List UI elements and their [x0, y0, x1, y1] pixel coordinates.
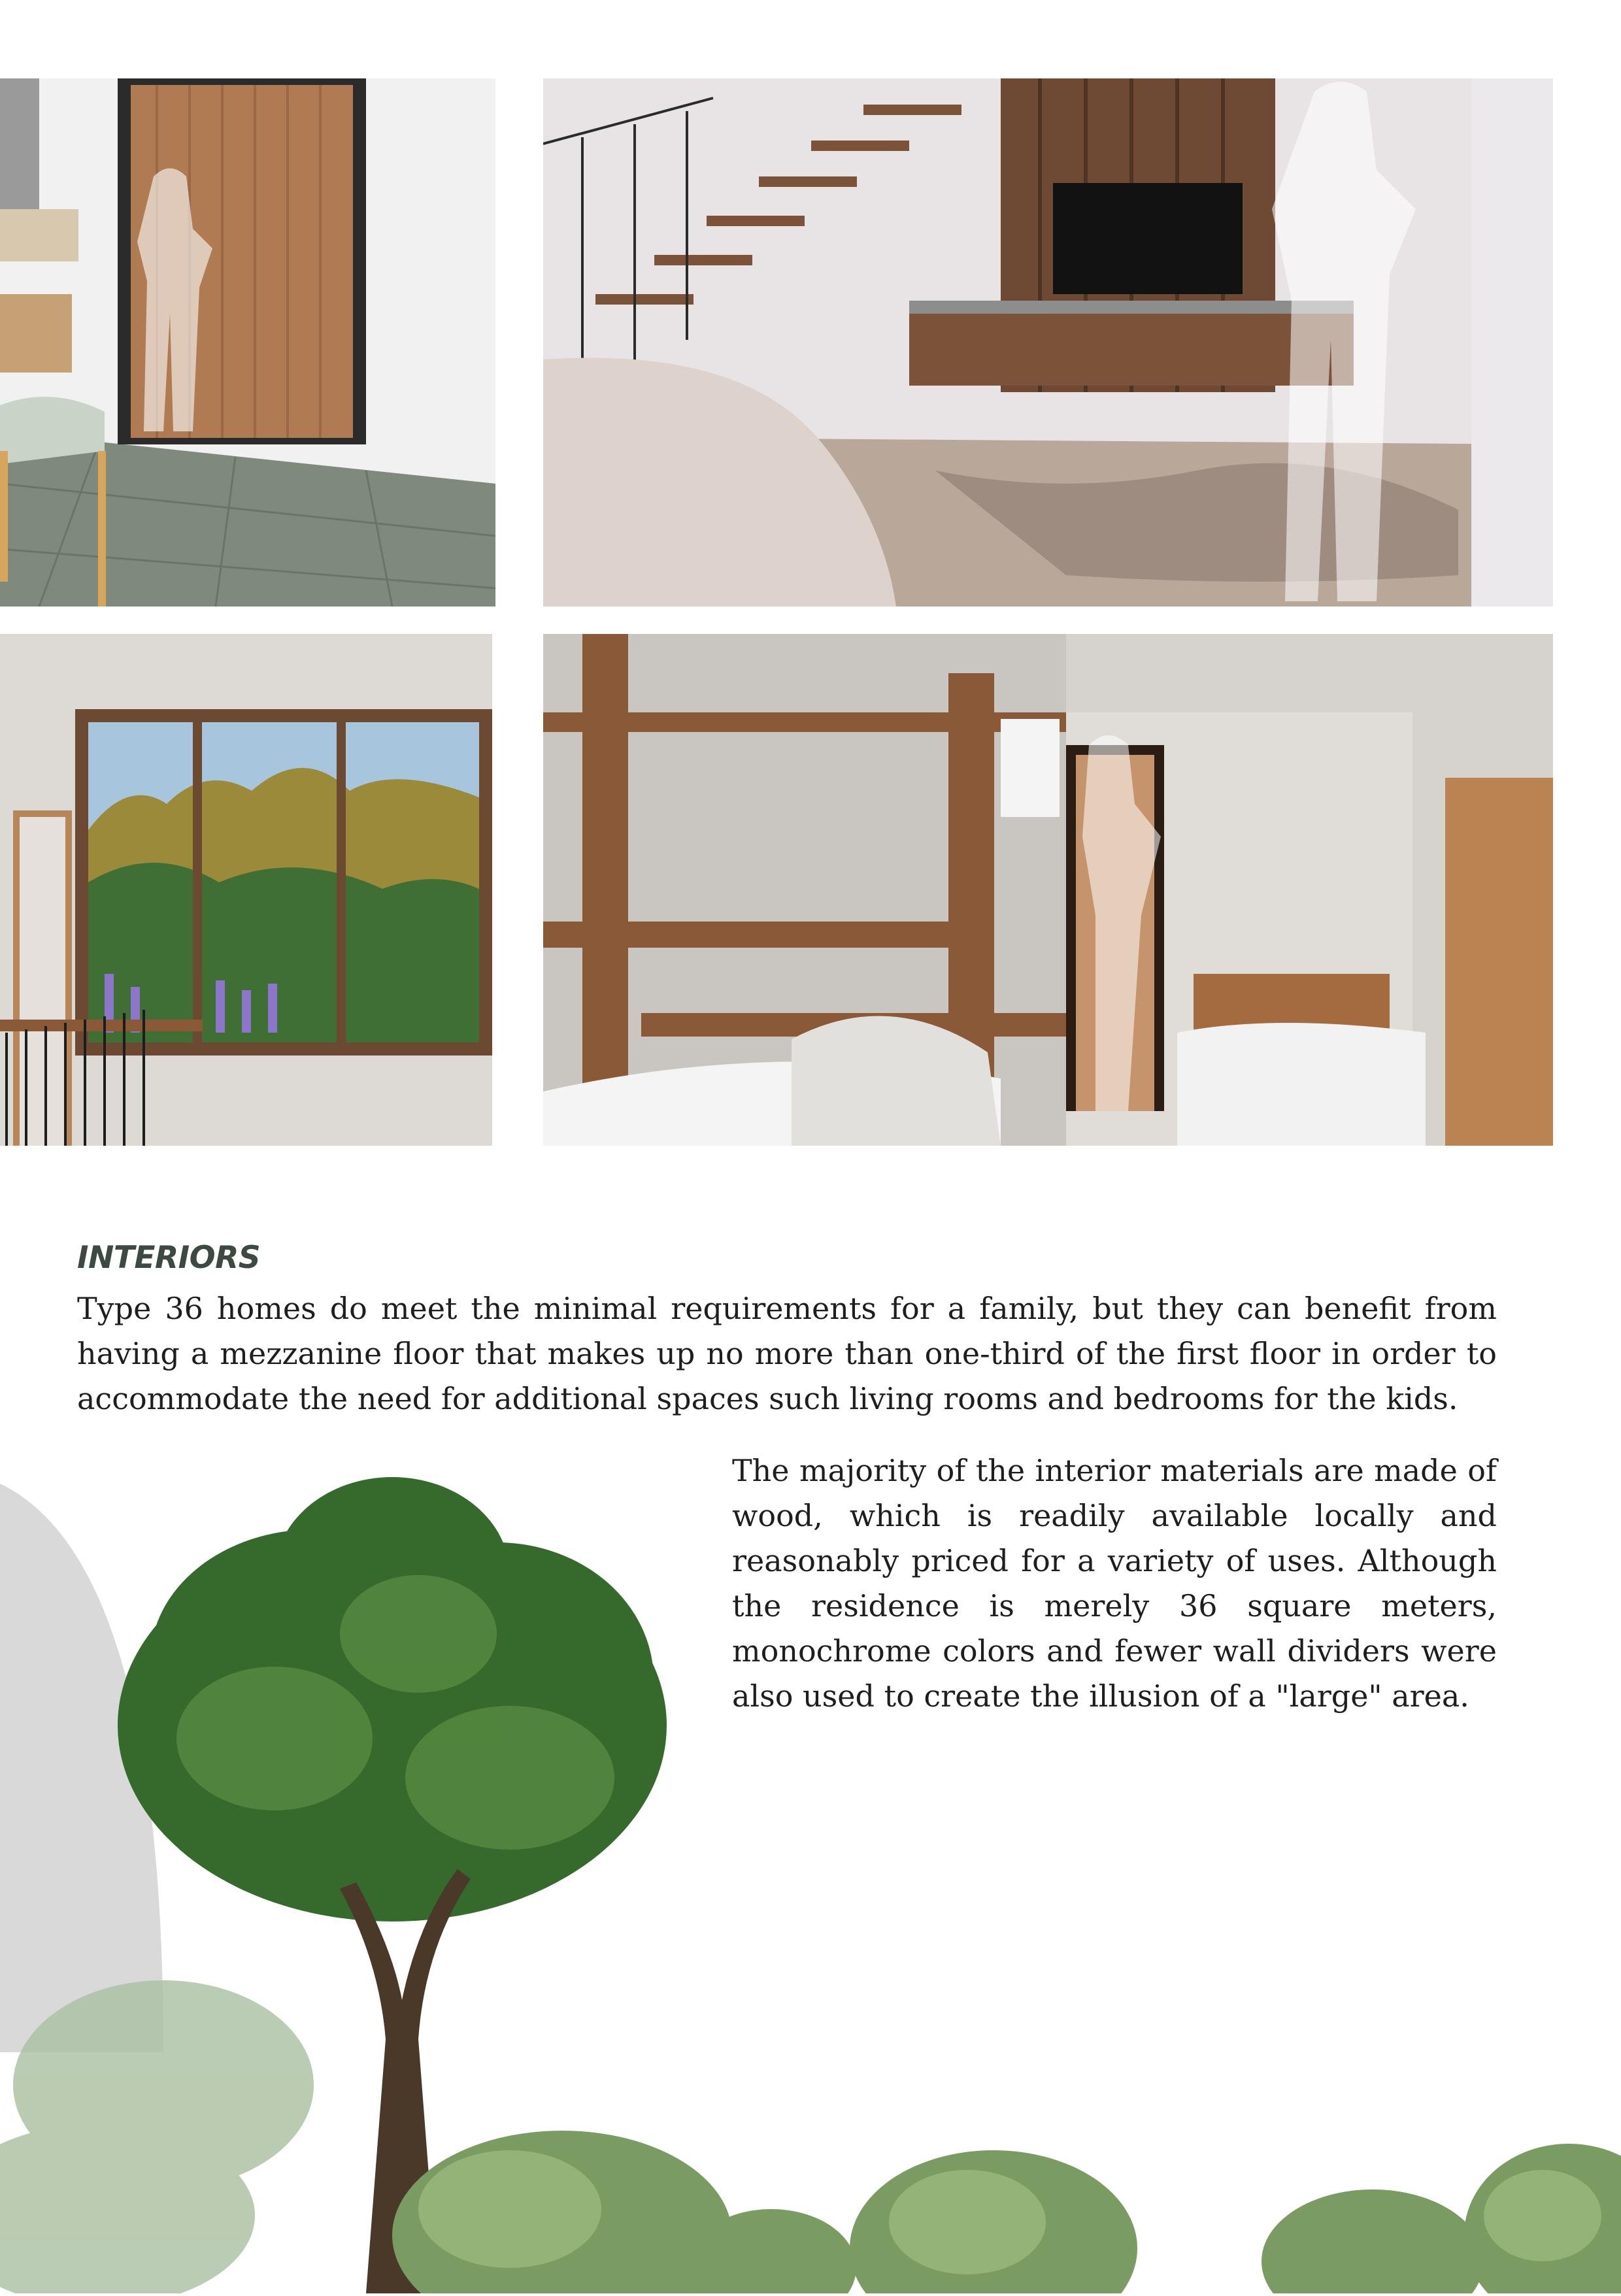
interior-render-bedroom: [543, 634, 1553, 1146]
interior-render-living-room: [543, 78, 1553, 607]
section-heading: INTERIORS: [77, 1240, 261, 1276]
interior-render-garden-window: [0, 634, 492, 1146]
interior-render-kitchen: [0, 78, 495, 607]
materials-paragraph: The majority of the interior materials are made of wood, which is readily available locally and reasonably priced for a variety of uses. Although the residence is merely 36 square meters, monochrome colors and fewer wall dividers were also used to create the illusion of a "large" area.: [732, 1453, 1497, 1714]
intro-paragraph: Type 36 homes do meet the minimal requirements for a family, but they can benefit from having a mezzanine floor that makes up no more than one-third of the first floor in order to accommodate the need for additional spaces such living rooms and bedrooms for the kids.: [77, 1291, 1497, 1416]
